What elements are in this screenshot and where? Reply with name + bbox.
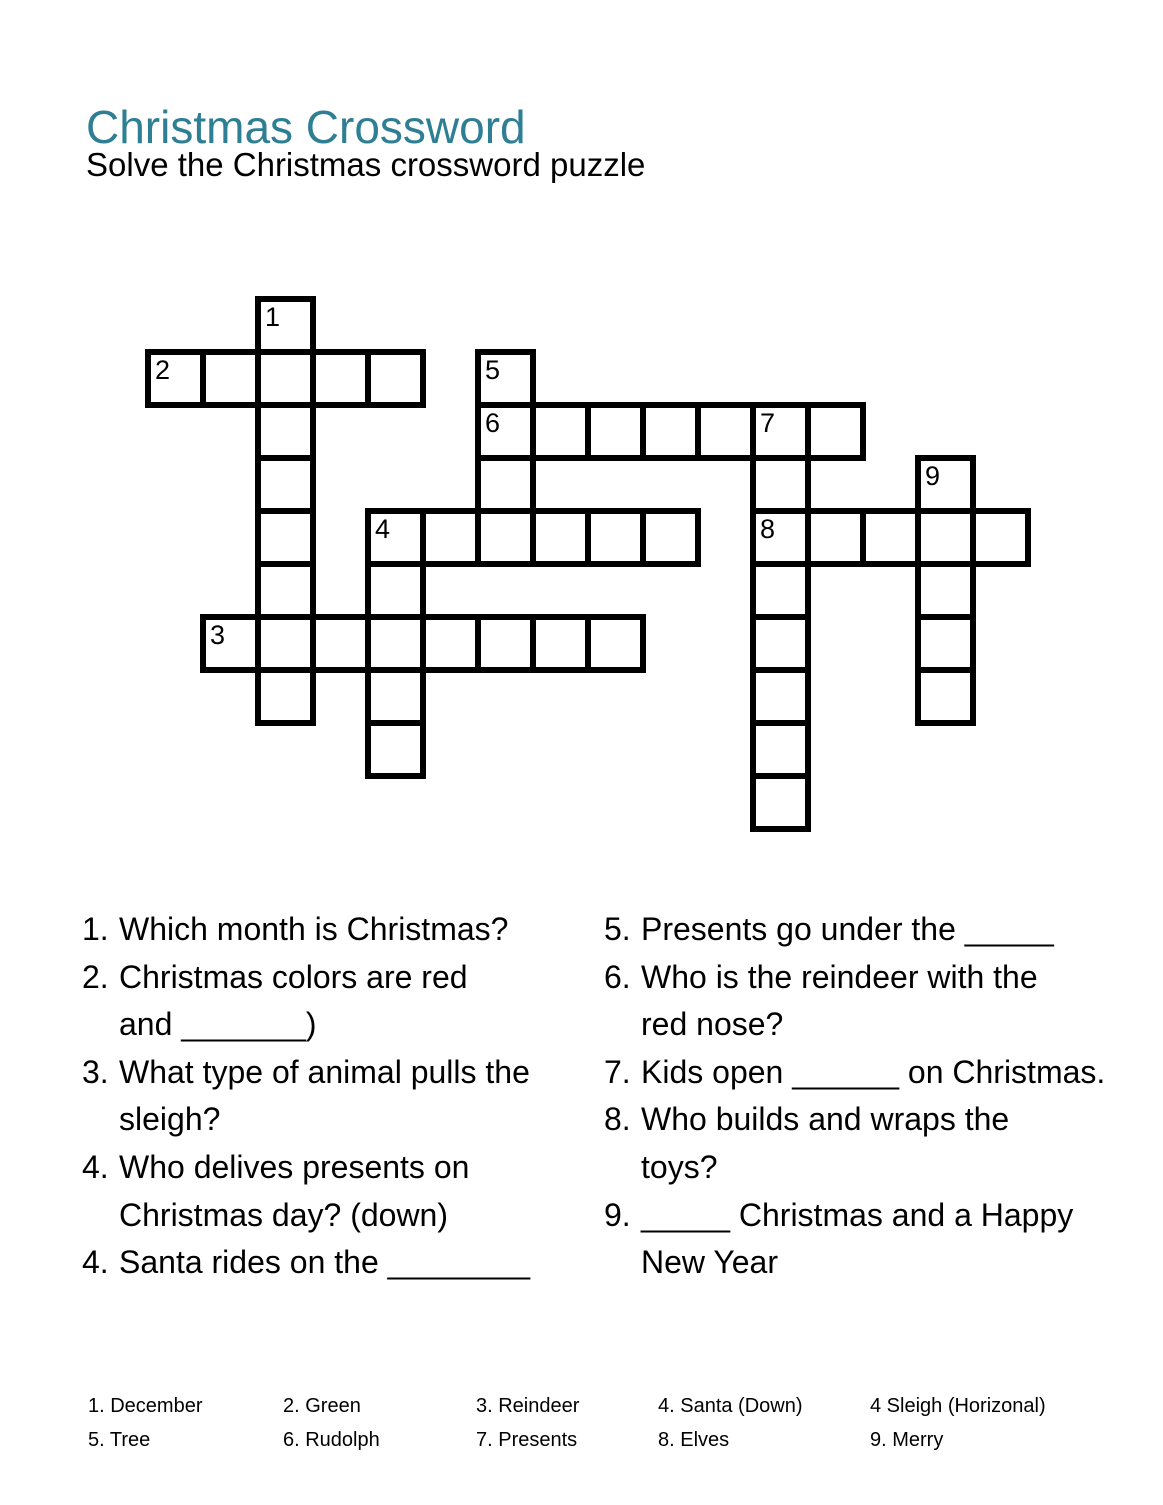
grid-cell[interactable] xyxy=(530,402,591,461)
clue-item xyxy=(82,1144,597,1239)
grid-cell[interactable] xyxy=(640,402,701,461)
clue-column-left xyxy=(82,906,597,1287)
grid-cell[interactable] xyxy=(750,720,811,779)
clue-text: What type of animal pulls the xyxy=(119,1053,530,1090)
grid-cell[interactable] xyxy=(365,720,426,779)
cell-number: 5 xyxy=(485,355,501,385)
grid-cell[interactable] xyxy=(475,614,536,673)
clue-item xyxy=(604,1049,1149,1097)
answer-item: 3. Reindeer xyxy=(476,1395,580,1417)
answer-item: 7. Presents xyxy=(476,1429,578,1451)
clue-text: _____ Christmas and a Happy xyxy=(641,1196,1074,1233)
cell-number: 7 xyxy=(760,408,776,438)
grid-cell[interactable] xyxy=(750,402,811,461)
clue-text: and _______) xyxy=(119,1006,317,1043)
grid-cell[interactable] xyxy=(750,455,811,514)
grid-cell[interactable] xyxy=(310,349,371,408)
clue-number: 3. xyxy=(82,1053,109,1090)
grid-cell[interactable] xyxy=(805,508,866,567)
clue-item xyxy=(82,906,597,954)
grid-cell[interactable] xyxy=(420,614,481,673)
answer-item: 5. Tree xyxy=(88,1429,151,1451)
clue-text-line xyxy=(604,1049,1149,1097)
grid-cell[interactable] xyxy=(915,667,976,726)
answer-item: 8. Elves xyxy=(658,1429,730,1451)
grid-cell[interactable] xyxy=(750,508,811,567)
grid-cell[interactable] xyxy=(255,561,316,620)
clue-text-line xyxy=(604,954,1149,1002)
grid-cell[interactable] xyxy=(915,508,976,567)
grid-cell[interactable] xyxy=(750,773,811,832)
clue-text-line xyxy=(604,1096,1149,1144)
clue-text-line xyxy=(82,1096,597,1144)
clue-text: Who is the reindeer with the xyxy=(641,958,1038,995)
page-title: Christmas Crossword xyxy=(86,100,526,153)
grid-cell[interactable] xyxy=(255,614,316,673)
clue-item xyxy=(82,954,597,1049)
clue-column-right xyxy=(604,906,1149,1287)
grid-cell[interactable] xyxy=(255,296,316,355)
page-subtitle: Solve the Christmas crossword puzzle xyxy=(86,146,646,183)
clue-text: Kids open ______ on Christmas. xyxy=(641,1053,1106,1090)
clue-number: 6. xyxy=(604,958,631,995)
grid-cell[interactable] xyxy=(475,349,536,408)
answer-item: 9. Merry xyxy=(870,1429,944,1451)
grid-cell[interactable] xyxy=(970,508,1031,567)
grid-cell[interactable] xyxy=(365,508,426,567)
clue-item xyxy=(604,954,1149,1049)
answer-item: 4 Sleigh (Horizonal) xyxy=(870,1395,1046,1417)
clue-text: Presents go under the _____ xyxy=(641,911,1054,947)
clue-item xyxy=(604,1096,1149,1191)
grid-cell[interactable] xyxy=(255,508,316,567)
clue-text: Which month is Christmas? xyxy=(119,911,509,947)
grid-cell[interactable] xyxy=(365,614,426,673)
clue-text-line xyxy=(604,1239,1149,1287)
clue-text: toys? xyxy=(641,1148,718,1185)
clue-number: 2. xyxy=(82,958,109,995)
clue-number: 4. xyxy=(82,1244,109,1281)
clue-number: 7. xyxy=(604,1053,631,1090)
clue-text: Who builds and wraps the xyxy=(641,1101,1010,1138)
grid-cell[interactable] xyxy=(530,508,591,567)
answer-item: 6. Rudolph xyxy=(283,1429,380,1451)
grid-cell[interactable] xyxy=(915,455,976,514)
clue-number: 8. xyxy=(604,1101,631,1138)
grid-cell[interactable] xyxy=(365,349,426,408)
clue-text-line xyxy=(604,1001,1149,1049)
cell-number: 2 xyxy=(155,355,171,385)
grid-cell[interactable] xyxy=(365,561,426,620)
grid-cell[interactable] xyxy=(585,614,646,673)
grid-cell[interactable] xyxy=(200,349,261,408)
clue-text: New Year xyxy=(641,1244,778,1281)
clue-text: Christmas colors are red xyxy=(119,958,468,995)
grid-cell[interactable] xyxy=(475,508,536,567)
grid-cell[interactable] xyxy=(255,455,316,514)
grid-cell[interactable] xyxy=(530,614,591,673)
grid-cell[interactable] xyxy=(750,561,811,620)
cell-number: 1 xyxy=(265,302,281,332)
clue-text-line xyxy=(604,1144,1149,1192)
clue-text-line xyxy=(604,906,1149,954)
clue-item xyxy=(604,1192,1149,1287)
grid-cell[interactable] xyxy=(420,508,481,567)
grid-cell[interactable] xyxy=(585,508,646,567)
grid-cell[interactable] xyxy=(475,455,536,514)
clue-text: red nose? xyxy=(641,1006,784,1043)
clue-text: Who delives presents on xyxy=(119,1148,470,1185)
grid-cell[interactable] xyxy=(640,508,701,567)
grid-cell[interactable] xyxy=(805,402,866,461)
answer-item: 1. December xyxy=(88,1395,203,1417)
clue-text-line xyxy=(604,1192,1149,1240)
grid-cell[interactable] xyxy=(475,402,536,461)
grid-cell[interactable] xyxy=(750,614,811,673)
clue-item xyxy=(82,1049,597,1144)
grid-cell[interactable] xyxy=(585,402,646,461)
clue-text-line xyxy=(82,1239,597,1287)
clue-text-line xyxy=(82,1192,597,1240)
clue-number: 4. xyxy=(82,1148,109,1185)
grid-cell[interactable] xyxy=(255,349,316,408)
clue-text: Christmas day? (down) xyxy=(119,1196,448,1233)
grid-cell[interactable] xyxy=(695,402,756,461)
grid-cell[interactable] xyxy=(200,614,261,673)
grid-cell[interactable] xyxy=(310,614,371,673)
grid-cell[interactable] xyxy=(255,667,316,726)
cell-number: 4 xyxy=(375,514,391,544)
answer-item: 2. Green xyxy=(283,1395,361,1417)
cell-number: 8 xyxy=(760,514,776,544)
grid-cell[interactable] xyxy=(255,402,316,461)
clue-text-line xyxy=(82,906,597,954)
clue-item xyxy=(604,906,1149,954)
clue-number: 1. xyxy=(82,911,109,947)
grid-cell[interactable] xyxy=(860,508,921,567)
grid-cell[interactable] xyxy=(915,561,976,620)
clue-text: sleigh? xyxy=(119,1101,221,1138)
clue-item xyxy=(82,1239,597,1287)
grid-cell[interactable] xyxy=(750,667,811,726)
grid-cell[interactable] xyxy=(145,349,206,408)
grid-cell[interactable] xyxy=(365,667,426,726)
clue-text-line xyxy=(82,1144,597,1192)
clue-text: Santa rides on the ________ xyxy=(119,1244,530,1281)
grid-cell[interactable] xyxy=(915,614,976,673)
clue-text-line xyxy=(82,1001,597,1049)
clue-number: 9. xyxy=(604,1196,631,1233)
clue-text-line xyxy=(82,1049,597,1097)
cell-number: 6 xyxy=(485,408,501,438)
cell-number: 3 xyxy=(210,620,226,650)
clue-text-line xyxy=(82,954,597,1002)
answer-item: 4. Santa (Down) xyxy=(658,1395,803,1417)
cell-number: 9 xyxy=(925,461,941,491)
clue-number: 5. xyxy=(604,911,631,947)
